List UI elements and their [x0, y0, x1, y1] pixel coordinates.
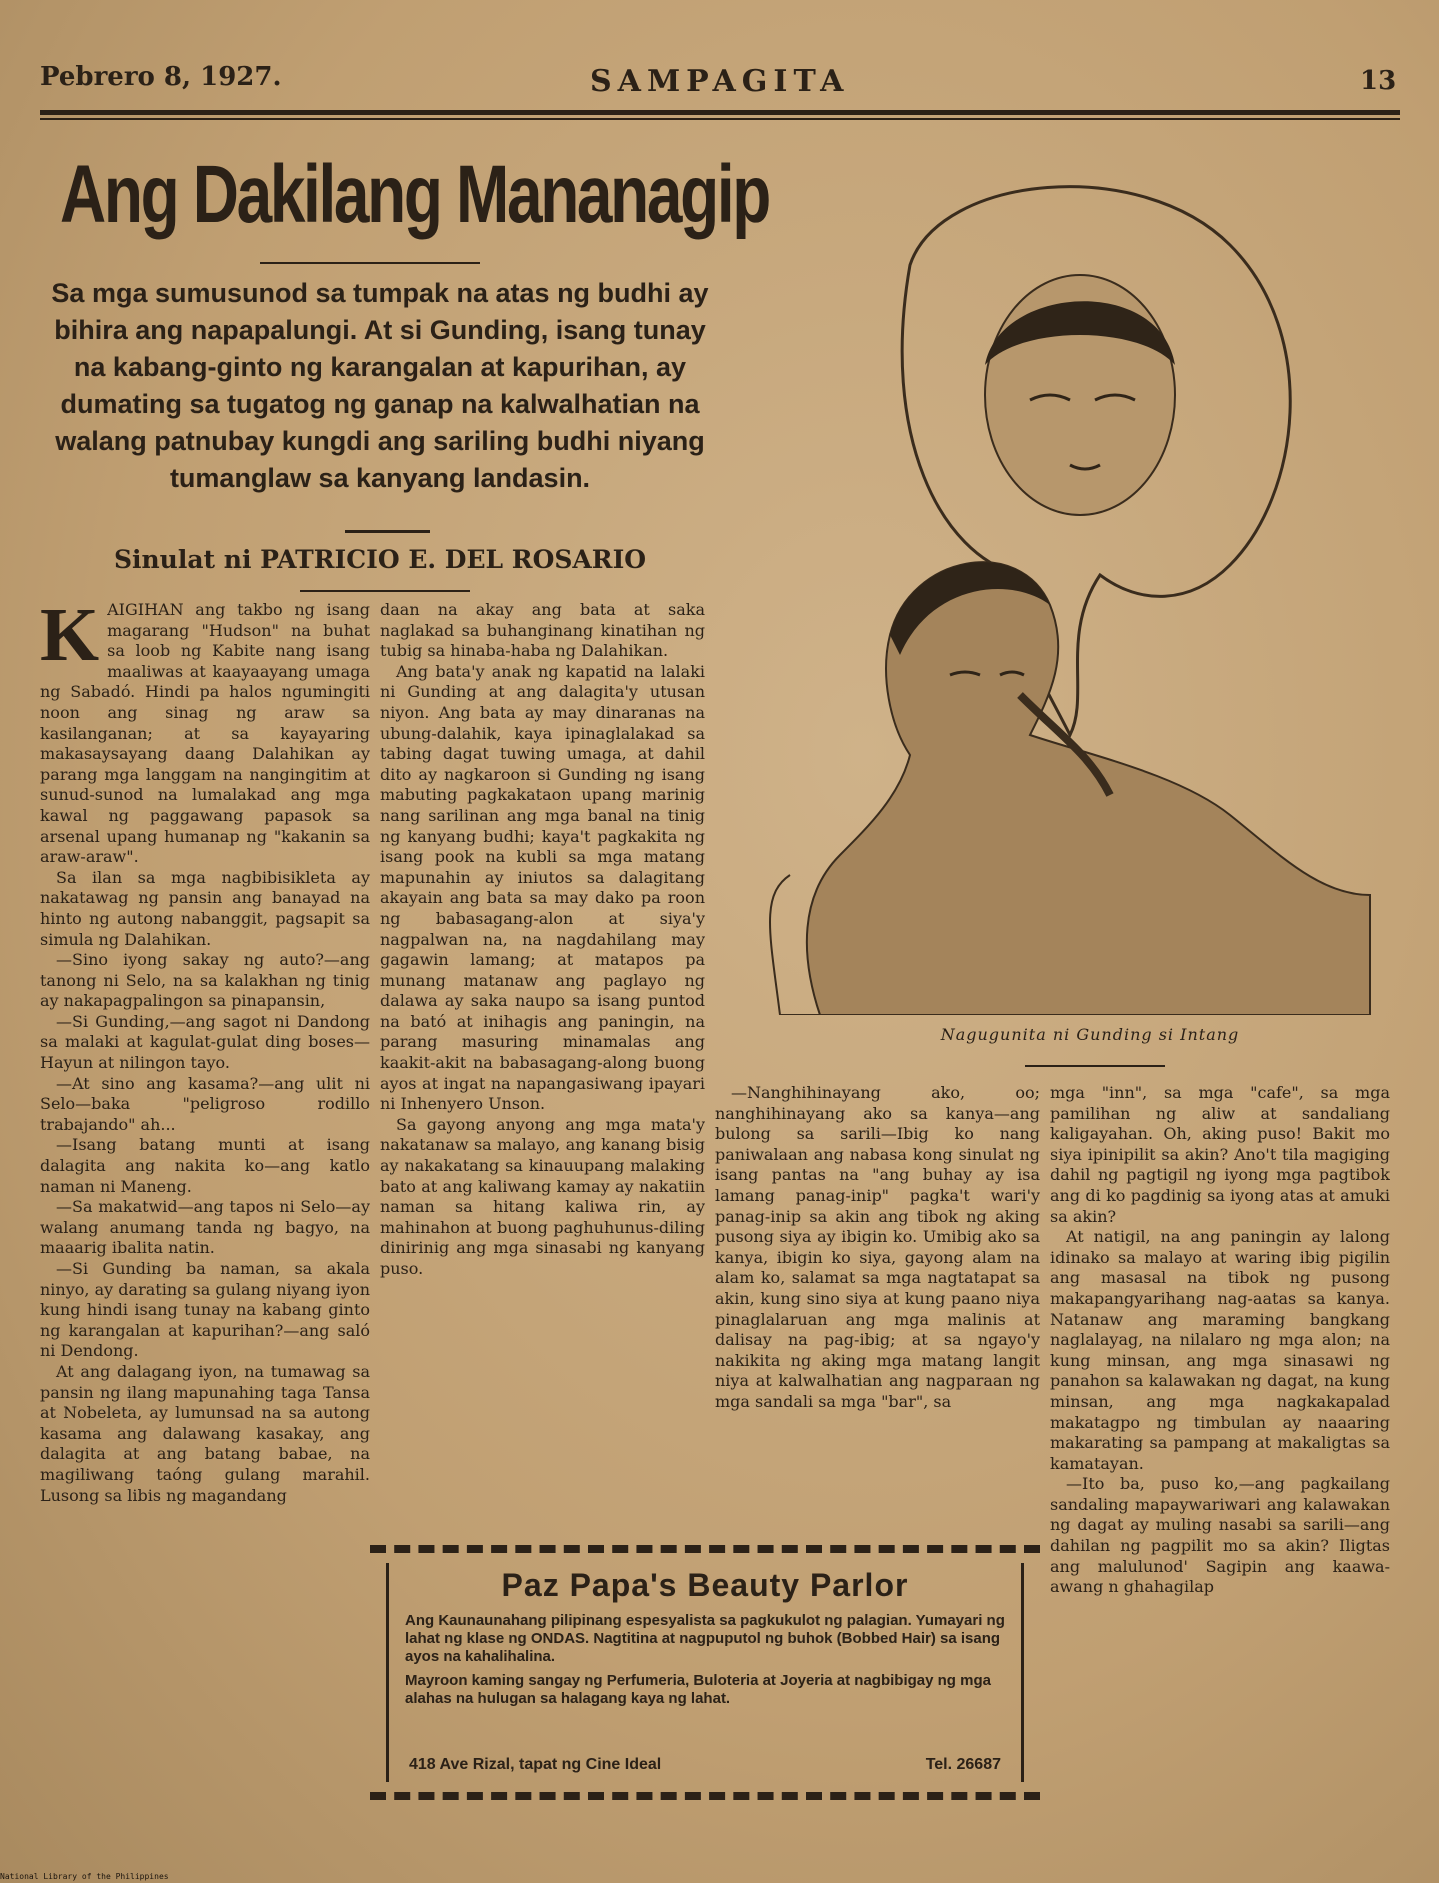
illustration-drawing: [760, 135, 1390, 1015]
advertisement-box: [370, 1545, 1040, 1800]
header-rule-thin: [40, 118, 1400, 120]
ad-phone: Tel. 26687: [925, 1756, 1001, 1773]
text-column-2: [380, 600, 705, 1515]
article-title: Ang Dakilang Mananagip: [60, 149, 770, 240]
paragraph: —Si Gunding ba naman, sa akala ninyo, ay darating sa gulang niyang iyon kung hindi isang tunay na kabang ginto ng karangalan at kapurihan?—ang saló ni Dendong.: [40, 1259, 370, 1361]
title-divider: [260, 262, 480, 264]
advertisement-inner: [386, 1563, 1024, 1782]
ad-address: 418 Ave Rizal, tapat ng Cine Ideal: [409, 1756, 662, 1773]
page-number: 13: [1360, 66, 1397, 96]
paragraph: —At sino ang kasama?—ang ulit ni Selo—baka "peligroso rodillo trabajando" ah...: [40, 1073, 370, 1134]
paragraph: At natigil, na ang paningin ay lalong idinako sa malayo at waring ibig pigilin ang masasal na tibok ng pusong makapangyarihang nag-aatas sa kanya. Natanaw ang maraming bangkang naglalayag, na nilalaro ng mga alon; na kung minsan, ang mga sinasawi ng panahon sa kalawakan ng dagat, na kung minsan, ang mga nagkakapalad makatagpo ng timbulan ay naaaring makarating sa pampang at makaligtas sa kamatayan.: [1050, 1227, 1390, 1473]
paragraph: —Si Gunding,—ang sagot ni Dandong sa malaki at kagulat-gulat ding boses—Hayun at nilingon tayo.: [40, 1011, 370, 1073]
byline-divider-lower: [300, 590, 470, 592]
paragraph: —Sino iyong sakay ng auto?—ang tanong ni Selo, na sa kalakhan ng tinig ay nakapagpalingon sa pinapansin,: [40, 950, 370, 1011]
drop-cap: K: [40, 600, 100, 677]
paragraph: Sa ilan sa mga nagbibisikleta ay nakatawag ng pansin ang banayad na hinto ng autong nabanggit, pagsapit sa simula ng Dalahikan.: [40, 867, 370, 949]
caption-divider: [1025, 1065, 1165, 1067]
header-rule: [40, 110, 1400, 115]
text-column-3: [715, 1083, 1040, 1548]
paragraph: At ang dalagang iyon, na tumawag sa pansin ng ilang mapunahing taga Tansa at Nobeleta, ay lumunsad na sa autong kasama ang dalawang kasakay, ang dalagita at ang batang babae, na magiliwang taóng gulang marahil. Lusong sa libis ng magandang: [40, 1361, 370, 1505]
paragraph: mga "inn", sa mga "cafe", sa mga pamilihan ng aliw at sandaliang kaligayahan. Oh, aking puso! Bakit mo siya ipinipilit sa akin? Ano't tila magiging dahil ng pagtigil ng iyong mga pagtibok ang di ko pagdinig sa iyong atas at amuki sa akin?: [1050, 1083, 1390, 1226]
paragraph: Sa gayong anyong ang mga mata'y nakatanaw sa malayo, ang kanang bisig ay nakakatang sa kinauupang malaking bato at ang kaliwang kamay ay nakatiin naman sa hitang kaliwa rin, ay mahinahon at buong paghuhunus-diling dinirinig ang mga sinasabi ng kanyang puso.: [380, 1114, 705, 1278]
illustration-caption: Nagugunita ni Gunding si Intang: [940, 1025, 1240, 1044]
ad-description: Ang Kaunaunahang pilipinang espesyalista sa pagkukulot ng palagian. Yumayari ng lahat ng klase ng ONDAS. Nagtitina at nagpuputol ng buhok (Bobbed Hair) sa isang ayos na kahalihalina.: [405, 1612, 1005, 1665]
ad-branches: Mayroon kaming sangay ng Perfumeria, Buloteria at Joyeria at nagbibigay ng mga alahas na hulugan sa halagang kaya ng lahat.: [405, 1672, 991, 1707]
text-column-1: [40, 600, 370, 1860]
article-lead: Sa mga sumusunod sa tumpak na atas ng budhi ay bihira ang napapalungi. At si Gunding, isang tunay na kabang-ginto ng karangalan at kapurihan, ay dumating sa tugatog ng ganap na kalwalhatian na walang patnubay kungdi ang sariling budhi niyang tumanglaw sa kanyang landasin.: [51, 278, 709, 493]
paragraph: —Nanghihinayang ako, oo; nanghihinayang ako sa kanya—ang bulong sa sarili—Ibig ko nang paniwalaan ang nabasa kong sinulat ng isang pantas na "ang buhay ay isa lamang panag-inip" pagka't wari'y panag-inip sa akin ang tibok ng aking pusong siya ay ibigin ko. Umibig ako sa kanya, ibigin ko siya, gayong alam na alam ko, salamat sa mga nagtatapat sa akin, kung sino siya at kung paano niya pinaglalaruan ang mga malinis at dalisay na pag-ibig; at sa ngayo'y nakikita ng aking mga matang langit niya at kalwalhatian ang nagparaan ng mga sandali sa mga "bar", sa: [715, 1083, 1040, 1411]
magazine-name: SAMPAGITA: [590, 64, 850, 99]
paragraph: —Ito ba, puso ko,—ang pagkailang sandaling mapaywariwari ang kalawakan ng dagat ay muling nasabi sa sarili—ang dahilan ng pagpilit mo sa akin? Iligtas ang malulunod' Sagipin ang kaawa-awang n ghahagilap: [1050, 1474, 1390, 1597]
issue-date: Pebrero 8, 1927.: [40, 62, 282, 92]
ad-title: Paz Papa's Beauty Parlor: [501, 1567, 909, 1603]
article-byline: Sinulat ni PATRICIO E. DEL ROSARIO: [113, 545, 647, 574]
paragraph: KAIGIHAN ang takbo ng isang magarang "Hudson" na buhat sa loob ng Kabite nang isang maaliwas at kaayaayang umaga ng Sabadó. Hindi pa halos ngumingiti noon ang sinag ng araw sa kasilanganan; at sa kayayaring makasaysayang daang Dalahikan ay parang mga langgam na nangingitim at sunud-sunod na lumalakad ang mga kawal ng paggawang papasok sa arsenal upang humanap ng "kakanin sa araw-araw".: [40, 600, 370, 867]
paragraph: —Isang batang munti at isang dalagita ang nakita ko—ang katlo naman ni Maneng.: [40, 1135, 370, 1196]
paragraph: —Sa makatwid—ang tapos ni Selo—ay walang anumang tanda ng bagyo, na maaarig ibalita natin.: [40, 1197, 370, 1258]
illustration-woman-dreaming: [760, 135, 1390, 1015]
paragraph: daan na akay ang bata at saka naglakad sa buhanginang kinatihan ng tubig sa hinaba-haba ng Dalahikan.: [380, 600, 705, 661]
archive-watermark: National Library of the Philippines: [0, 1872, 169, 1881]
byline-divider: [345, 530, 430, 533]
ad-contact: [409, 1756, 1001, 1774]
paragraph: Ang bata'y anak ng kapatid na lalaki ni Gunding at ang dalagita'y utusan niyon. Ang bata ay may dinaranas na ubung-dalahik, kaya ipinaglalakad sa tabing dagat tuwing umaga, at dahil dito ay nagkaroon si Gunding ng isang mabuting pagkakataon upang marinig nang sarilinan ang mga banal na tinig ng kanyang budhi; kaya't pagkakita ng isang pook na kubli sa mga matang mapunahin ay iniutos sa dalagitang akayain ang bata sa may dako pa roon ng babasagang-alon at siya'y nagpalwan na, na nagdahilang may gagawin lamang; at matapos pa munang matanaw ang paglayo ng dalawa ay saka naupo sa isang puntod na bató at inihagis ang paningin, na parang masuring minamalas ang kaakit-akit na babasagang-along buong ayos at ingat na napangasiwang ipayari ni Inhenyero Unson.: [380, 661, 705, 1114]
text-column-4: [1050, 1083, 1390, 1863]
woman-figure: [807, 562, 1370, 1015]
